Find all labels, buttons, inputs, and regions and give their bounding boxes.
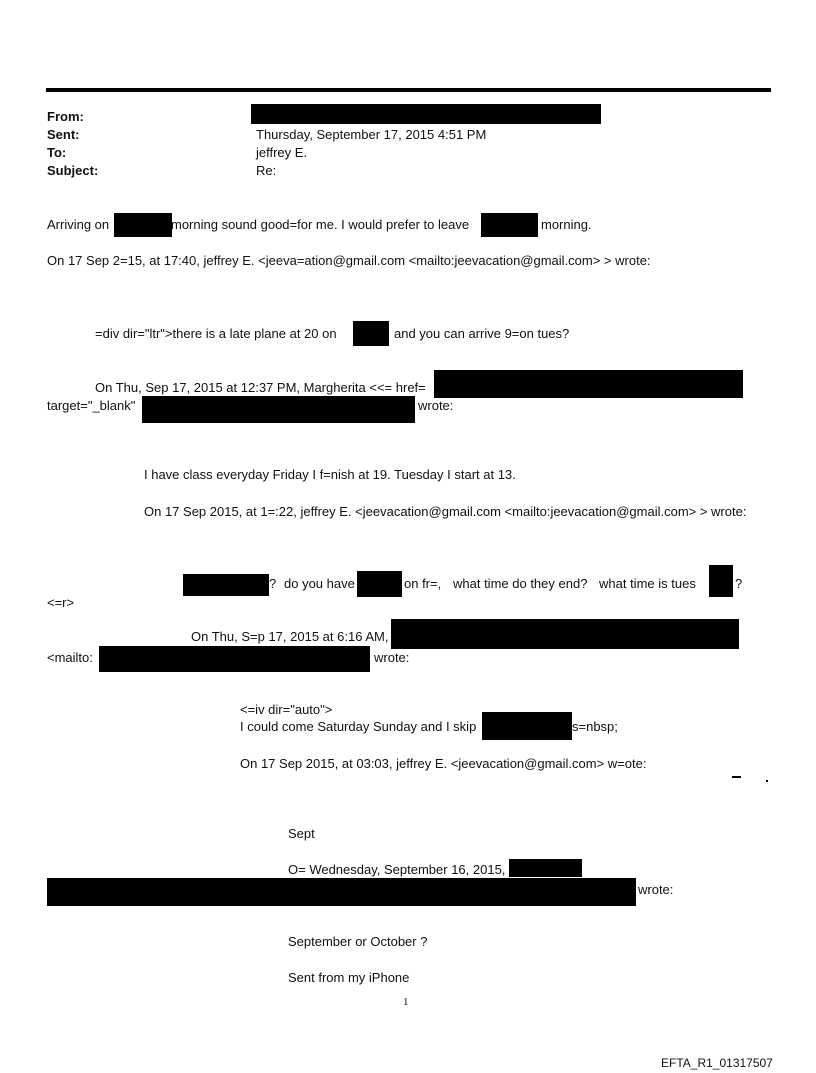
body-line-4c: wrote:: [418, 398, 454, 413]
body-line-16: wrote:: [638, 882, 674, 897]
sent-value: Thursday, September 17, 2015 4:51 PM: [256, 127, 487, 142]
redaction: [434, 370, 743, 398]
body-line-15: O= Wednesday, September 16, 2015,: [288, 862, 506, 877]
sent-label: Sent:: [47, 127, 80, 142]
body-line-7d: what time do they end?: [453, 576, 588, 591]
redaction: [481, 213, 538, 237]
body-line-7b: do you have: [284, 576, 355, 591]
body-line-4a: On Thu, Sep 17, 2015 at 12:37 PM, Margherita <<= href=: [95, 380, 426, 395]
body-line-9: On Thu, S=p 17, 2015 at 6:16 AM,: [191, 629, 389, 644]
redaction: [353, 321, 389, 346]
body-line-7c: on fr=,: [404, 576, 442, 591]
body-line-2: On 17 Sep 2=15, at 17:40, jeffrey E. <jeeva=ation@gmail.com <mailto:jeevacation@gmail.com> > wrote:: [47, 253, 651, 268]
body-line-1c: morning.: [541, 217, 592, 232]
redaction: [482, 712, 572, 740]
body-line-8: <=r>: [47, 595, 75, 610]
stray-mark: [766, 780, 768, 782]
redaction: [183, 574, 269, 596]
body-line-1b: morning sound good=for me. I would prefer to leave: [171, 217, 470, 232]
to-value: jeffrey E.: [256, 145, 308, 160]
header-rule: [46, 88, 771, 92]
body-line-3a: =div dir="ltr">there is a late plane at 20 on: [95, 326, 337, 341]
redaction-from: [251, 104, 601, 124]
page-number: 1: [403, 996, 409, 1008]
redaction: [709, 565, 733, 597]
body-line-10a: <mailto:: [47, 650, 93, 665]
redaction: [114, 213, 172, 237]
redaction: [99, 646, 370, 672]
redaction: [391, 619, 739, 649]
body-line-12a: I could come Saturday Sunday and I skip: [240, 719, 477, 734]
redaction: [142, 396, 415, 423]
body-line-17: September or October ?: [288, 934, 428, 949]
body-line-11: <=iv dir="auto">: [240, 702, 333, 717]
redaction: [47, 878, 636, 906]
body-line-12b: s=nbsp;: [572, 719, 618, 734]
redaction: [357, 571, 402, 597]
document-id: EFTA_R1_01317507: [661, 1056, 773, 1070]
body-line-1a: Arriving on: [47, 217, 110, 232]
body-line-10b: wrote:: [374, 650, 410, 665]
stray-mark: [732, 776, 741, 778]
body-line-13: On 17 Sep 2015, at 03:03, jeffrey E. <jeevacation@gmail.com> w=ote:: [240, 756, 647, 771]
body-line-7f: ?: [735, 576, 743, 591]
body-line-4b: target="_blank": [47, 398, 136, 413]
body-line-5: I have class everyday Friday I f=nish at 19. Tuesday I start at 13.: [144, 467, 516, 482]
to-label: To:: [47, 145, 67, 160]
body-line-7e: what time is tues: [599, 576, 696, 591]
body-line-3b: and you can arrive 9=on tues?: [394, 326, 570, 341]
body-line-6: On 17 Sep 2015, at 1=:22, jeffrey E. <jeevacation@gmail.com <mailto:jeevacation@gmail.com> > wrote:: [144, 504, 747, 519]
body-line-14: Sept: [288, 826, 315, 841]
body-line-7a: ?: [269, 576, 277, 591]
body-line-18: Sent from my iPhone: [288, 970, 410, 985]
subject-value: Re:: [256, 163, 277, 178]
subject-label: Subject:: [47, 163, 99, 178]
from-label: From:: [47, 109, 84, 124]
redaction: [509, 859, 582, 877]
